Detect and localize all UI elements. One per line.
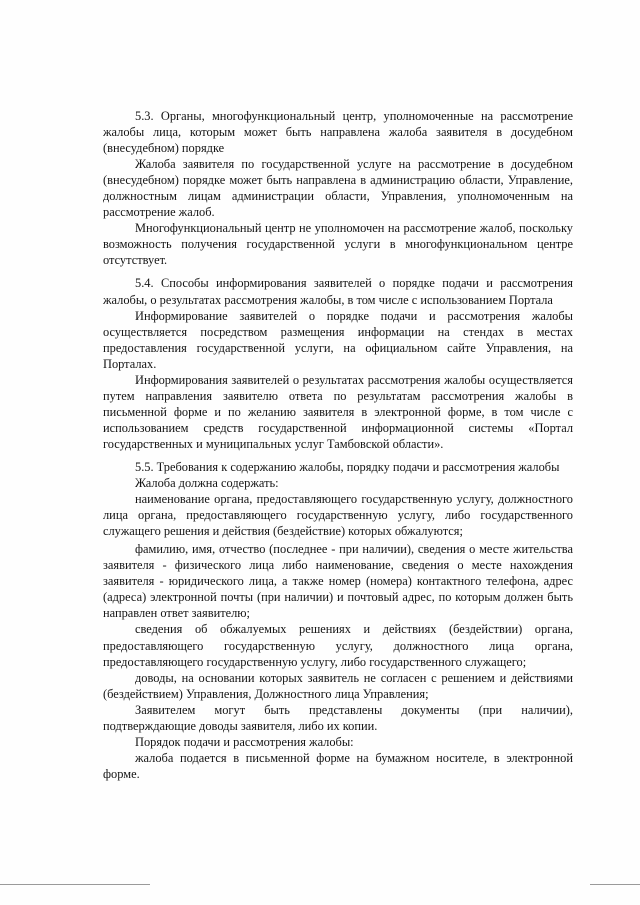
list-item: доводы, на основании которых заявитель не согласен с решением и действиями (бездействием) Управления, Должностного лица Управления; (103, 670, 573, 701)
list-item: фамилию, имя, отчество (последнее - при наличии), сведения о месте жительства заявителя - физического лица либо наименование, сведения о месте нахождения заявителя - юридического лица, а также номер (номера) контактного телефона, адрес (адреса) электронной почты (при наличии) и почтовый адрес, по которым должен быть направлен ответ заявителю; (103, 542, 573, 621)
list-item: жалоба подается в письменной форме на бумажном носителе, в электронной форме. (103, 750, 573, 781)
paragraph: Порядок подачи и рассмотрения жалобы: (135, 734, 354, 749)
list-item: наименование органа, предоставляющего государственную услугу, должностного лица органа, предоставляющего государственную услугу, либо государственного служащего решения и действия (бездействие) которых обжалуются; (103, 492, 573, 539)
paragraph: Жалоба должна содержать: (135, 476, 279, 491)
section-heading-5-5: 5.5. Требования к содержанию жалобы, порядку подачи и рассмотрения жалобы (135, 459, 560, 474)
paragraph: Жалоба заявителя по государственной услуге на рассмотрение в досудебном (внесудебном) порядке может быть направлена в администрацию области, Управление, должностным лицам администрации области, Управления, уполномоченным на рассмотрение жалоб. (103, 157, 573, 220)
document-body (103, 108, 573, 782)
paragraph: Многофункциональный центр не уполномочен на рассмотрение жалоб, поскольку возможность получения государственной услуги в многофункциональном центре отсутствует. (103, 221, 573, 268)
paragraph: Информирования заявителей о результатах рассмотрения жалобы осуществляется путем направления заявителю ответа по результатам рассмотрения жалобы в письменной форме и по желанию заявителя в электронной форме, в том числе с использованием средств государственной информационной системы «Портал государственных и муниципальных услуг Тамбовской области». (103, 372, 573, 451)
paragraph: Заявителем могут быть представлены документы (при наличии), подтверждающие доводы заявителя, либо их копии. (103, 702, 573, 733)
paragraph: Информирование заявителей о порядке подачи и рассмотрения жалобы осуществляется посредством размещения информации на стендах в местах предоставления государственной услуги, на официальном сайте Управления, на Порталах. (103, 308, 573, 371)
section-heading-5-4: 5.4. Способы информирования заявителей о порядке подачи и рассмотрения жалобы, о результатах рассмотрения жалобы, в том числе с использованием Портала (103, 276, 573, 307)
section-heading-5-3: 5.3. Органы, многофункциональный центр, уполномоченные на рассмотрение жалобы лица, которым может быть направлена жалоба заявителя в досудебном (внесудебном) порядке (103, 109, 573, 156)
scan-edge-line (0, 884, 150, 885)
list-item: сведения об обжалуемых решениях и действиях (бездействии) органа, предоставляющего государственную услугу, должностного лица органа, предоставляющего государственную услугу, либо государственного служащего; (103, 622, 573, 669)
scan-edge-line (590, 884, 640, 885)
